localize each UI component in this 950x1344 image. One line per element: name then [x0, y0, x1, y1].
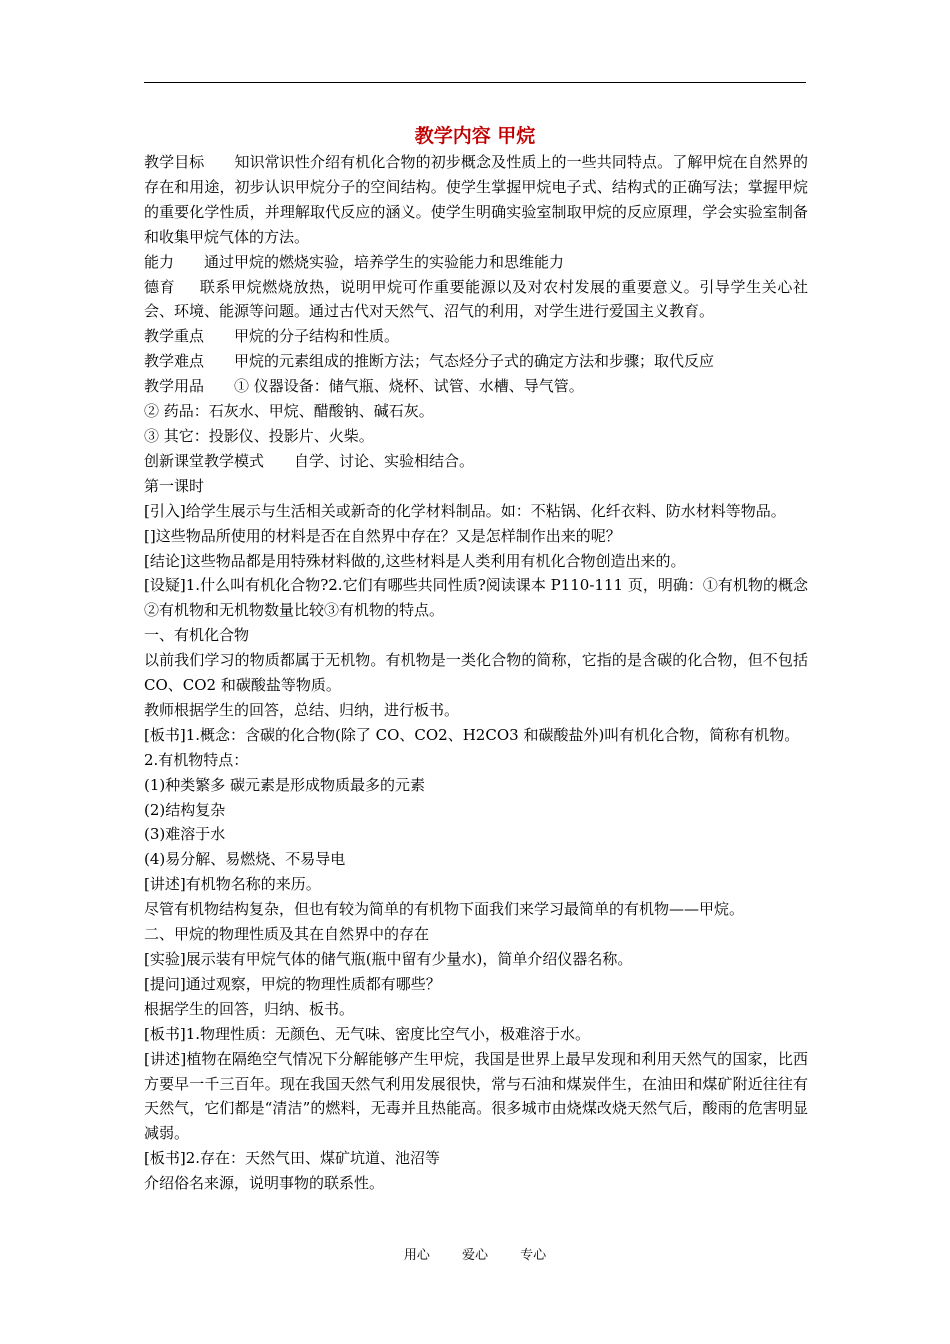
- features-heading: 2.有机物特点：: [144, 750, 249, 769]
- intro-paragraph: [引入]给学生展示与生活相关或新奇的化学材料制品。如：不粘锅、化纤衣料、防水材料等物品。: [144, 501, 786, 520]
- feature-item-4: (4)易分解、易燃烧、不易导电: [144, 850, 346, 869]
- narration-natural-gas: [讲述]植物在隔绝空气情况下分解能够产生甲烷，我国是世界上最早发现和利用天然气的国家，比西方要早一千三百年。现在我国天然气利用发展很快，常与石油和煤炭伴生，在油田和煤矿附近往往有天然气，它们都是“清洁”的燃料，无毒并且热能高。很多城市由烧煤改烧天然气后，酸雨的危害明显减弱。: [144, 1049, 808, 1143]
- conclusion-paragraph: [结论]这些物品都是用特殊材料做的,这些材料是人类利用有机化合物创造出来的。: [144, 551, 686, 570]
- question-paragraph: []这些物品所使用的材料是否在自然界中存在？又是怎样制作出来的呢？: [144, 526, 621, 545]
- materials-paragraph: [144, 374, 808, 399]
- section-heading-1: 一、有机化合物: [144, 626, 250, 645]
- moral-paragraph: [144, 275, 808, 325]
- board-physical-properties: [板书]1.物理性质：无颜色、无气味、密度比空气小，极难溶于水。: [144, 1024, 591, 1043]
- moral-label: 德育: [144, 277, 176, 296]
- difficulty-paragraph: [144, 349, 808, 374]
- document-title: 教学内容 甲烷: [414, 125, 536, 147]
- methane-transition: 尽管有机物结构复杂，但也有较为简单的有机物下面我们来学习最简单的有机物——甲烷。: [144, 900, 745, 919]
- header-rule: [144, 82, 806, 83]
- feature-item-3: (3)难溶于水: [144, 825, 226, 844]
- ability-text: 通过甲烷的燃烧实验，培养学生的实验能力和思维能力: [204, 252, 565, 271]
- ask-paragraph: [提问]通过观察，甲烷的物理性质都有哪些？: [144, 974, 441, 993]
- ability-paragraph: [144, 250, 808, 275]
- objectives-label: 教学目标: [144, 153, 205, 171]
- difficulty-label: 教学难点: [144, 352, 205, 371]
- objectives-paragraph: [144, 150, 808, 250]
- experiment-paragraph: [实验]展示装有甲烷气体的储气瓶(瓶中留有少量水)，简单介绍仪器名称。: [144, 950, 633, 968]
- materials-label: 教学用品: [144, 377, 205, 396]
- difficulty-text: 甲烷的元素组成的推断方法；气态烃分子式的确定方法和步骤；取代反应: [234, 352, 715, 371]
- mode-text: 自学、讨论、实验相结合。: [294, 451, 475, 470]
- document-body: [144, 150, 808, 1196]
- narration-name-origin: [讲述]有机物名称的来历。: [144, 875, 321, 894]
- focus-paragraph: [144, 324, 808, 349]
- section-heading-2: 二、甲烷的物理性质及其在自然界中的存在: [144, 925, 430, 944]
- teacher-note: 教师根据学生的回答，总结、归纳，进行板书。: [144, 700, 460, 719]
- footer-text-2: 爱心: [461, 1248, 488, 1263]
- focus-text: 甲烷的分子结构和性质。: [234, 327, 400, 346]
- moral-text: 联系甲烷燃烧放热，说明甲烷可作重要能源以及对农村发展的重要意义。引导学生关心社会、环境、能源等问题。通过古代对天然气、沼气的利用，对学生进行爱国主义教育。: [144, 277, 808, 321]
- materials-item-1: ① 仪器设备：储气瓶、烧杯、试管、水槽、导气管。: [234, 377, 584, 396]
- board-concept: [板书]1.概念：含碳的化合物(除了 CO、CO2、H2CO3 和碳酸盐外)叫有机化合物，简称有机物。: [144, 725, 800, 744]
- footer-text-3: 专心: [520, 1248, 547, 1263]
- page-footer: [0, 1246, 950, 1266]
- summary-note: 根据学生的回答，归纳、板书。: [144, 999, 355, 1018]
- mode-label: 创新课堂教学模式: [144, 451, 265, 470]
- objectives-text: 知识常识性介绍有机化合物的初步概念及性质上的一些共同特点。了解甲烷在自然界的存在和用途，初步认识甲烷分子的空间结构。使学生掌握甲烷电子式、结构式的正确写法；掌握甲烷的重要化学性质，并理解取代反应的涵义。使学生明确实验室制取甲烷的反应原理，学会实验室制备和收集甲烷气体的方法。: [144, 153, 808, 246]
- lesson-heading: 第一课时: [144, 476, 205, 495]
- ability-label: 能力: [144, 252, 175, 271]
- mode-paragraph: [144, 449, 808, 474]
- feature-item-2: (2)结构复杂: [144, 800, 226, 819]
- feature-item-1: (1)种类繁多 碳元素是形成物质最多的元素: [144, 775, 426, 794]
- materials-item-2: ② 药品：石灰水、甲烷、醋酸钠、碱石灰。: [144, 402, 434, 421]
- inquiry-paragraph: [设疑]1.什么叫有机化合物?2.它们有哪些共同性质?阅读课本 P110-111 页，明确：①有机物的概念②有机物和无机物数量比较③有机物的特点。: [144, 576, 808, 620]
- materials-item-3: ③ 其它：投影仪、投影片、火柴。: [144, 426, 374, 445]
- focus-label: 教学重点: [144, 327, 205, 346]
- footer-text-1: 用心: [403, 1248, 430, 1263]
- board-existence: [板书]2.存在：天然气田、煤矿坑道、池沼等: [144, 1149, 441, 1168]
- organic-intro-paragraph: 以前我们学习的物质都属于无机物。有机物是一类化合物的简称，它指的是含碳的化合物，但不包括 CO、CO2 和碳酸盐等物质。: [144, 651, 808, 695]
- closing-note: 介绍俗名来源，说明事物的联系性。: [144, 1174, 385, 1193]
